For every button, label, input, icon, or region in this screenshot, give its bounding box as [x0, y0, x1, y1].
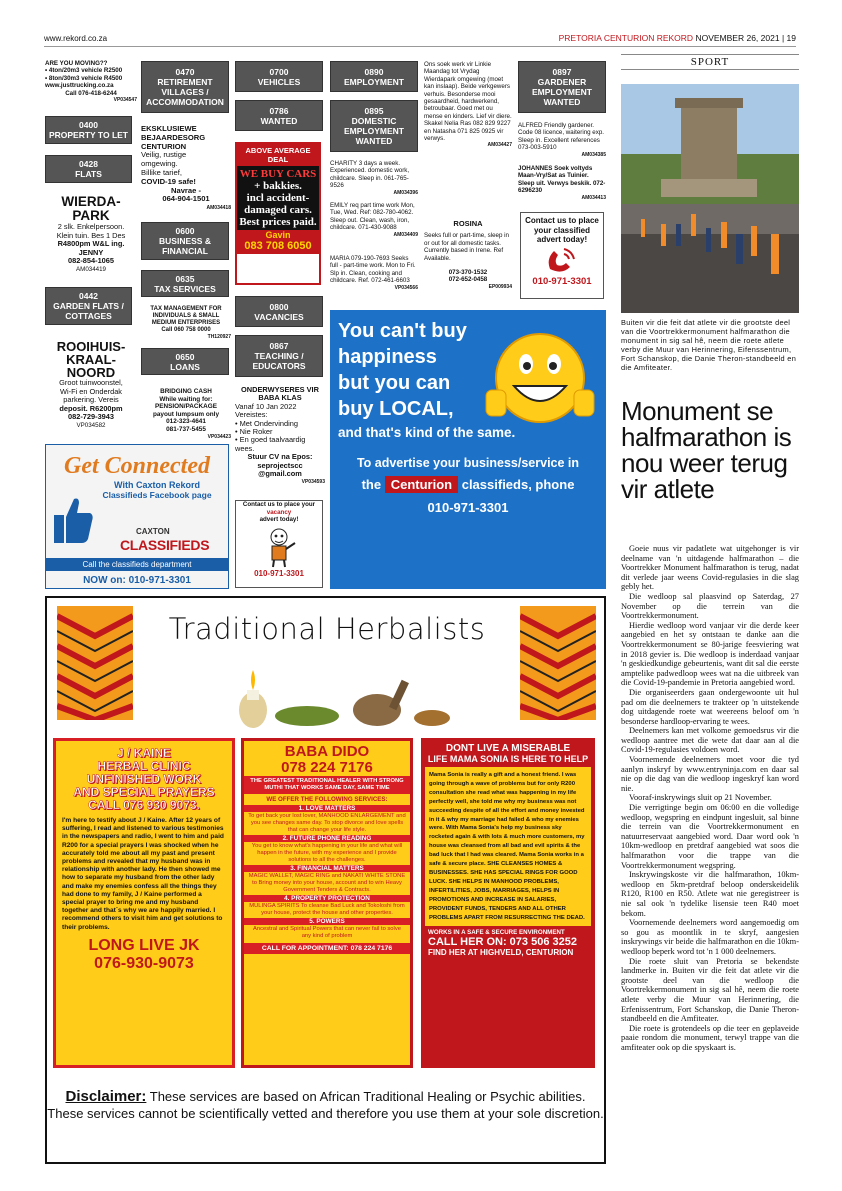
category-code: 0786 — [269, 105, 289, 116]
contact-phone: CALL FOR APPOINTMENT: 078 224 7176 — [244, 943, 410, 954]
moving-line: www.justtrucking.co.za — [45, 82, 114, 90]
ad-line: BRIDGING CASH — [160, 388, 212, 395]
category-label: LOANS — [170, 361, 200, 372]
category-code: 0428 — [79, 159, 98, 169]
ad-line: Best prices paid. — [239, 216, 317, 228]
ad-title: Get Connected — [64, 453, 210, 479]
ad-line: happiness — [338, 346, 437, 368]
category-label: TAX SERVICES — [154, 283, 216, 294]
ad-text: Mama Sonia is really a gift and a honest friend. I was going through a wave of problems but for only R200 consultation she read what was happening in my life perfectly well, she told me why my business was not succeeding despite of all the effort and money invested in it & why my marriage had failed & who my enemies were. With Mama Sonia's help my business sky rocketed again & with lots & much more customers, my house was cleansed from all bad and evil spirits & the bad luck that I had was cleared. Mama Sonia works in a safe & secure place. SHE CLEANSES HOMES & BUSINESSES. SHE HAS SPECIAL RINGS FOR GOOD LUCK. SHE HELPS IN MANHOOD PROBLEMS, INFERTILITIES, JOBS, MARRIAGES, HELPS IN PROMOTIONS AND INCREASE IN SALARIES, PROVIDENT FUNDS, TENDERS AND ALL OTHER PROBLEMS APART FROM RESURRECTING THE DEAD. — [425, 767, 591, 926]
moving-title: ARE YOU MOVING?? — [45, 60, 108, 67]
ad-line: incl accident- — [246, 192, 310, 204]
pattern-right-icon — [520, 606, 596, 720]
ad-ref: VP034547 — [113, 97, 137, 104]
ad-line: With Caxton Rekord — [114, 480, 200, 490]
category-0800[interactable] — [235, 296, 323, 327]
header-separator: | — [781, 33, 785, 43]
article-paragraph: Deelnemers kan met volkome gemoedsrus vir die wedloop aantree met die wete dat daar aan al die Covid-19-regulasies voldoen word. — [621, 726, 799, 755]
category-label: TEACHING / EDUCATORS — [252, 351, 306, 371]
ad-ref: AM034409 — [393, 231, 418, 238]
ad-text: I'm here to testify about J / Kaine. After 12 years of suffering, I read and listened to various testimonies in the newspapers and radio, I went to him and paid R200 for a special prayers I was shocked when he accurately told me about all my past and present problems and revealed that my husband was in relationship with another lady. He then showed me how to separate my husband from the other lady and make my enemies confess all the things they had done to my family, J / Kaine performed a special prayer to bring me and my husband together and that`s why we are happily married. I recommend others to visit him and get solutions to their problems. — [62, 817, 224, 931]
ad-ref: AM034385 — [581, 151, 606, 158]
category-label: GARDEN FLATS / COTTAGES — [53, 301, 124, 321]
publication-name: PRETORIA CENTURION REKORD — [558, 33, 694, 43]
ad-bar: Call the classifieds department — [46, 558, 228, 571]
phone-icon — [542, 245, 582, 275]
category-code: 0442 — [79, 291, 98, 301]
ad-title: DONT LIVE A MISERABLE — [445, 743, 571, 754]
ad-line: Classifieds Facebook page — [102, 490, 212, 500]
category-0428[interactable] — [45, 155, 132, 183]
mama-sonia-ad — [421, 738, 595, 1068]
ad-line: Groot tuinwoonstel, — [59, 378, 123, 387]
ad-title: LIFE MAMA SONIA IS HERE TO HELP — [427, 754, 589, 764]
ad-line: Vereistes: — [235, 410, 268, 420]
page-header — [559, 33, 796, 43]
ad-highlight: Centurion — [385, 476, 458, 493]
ad-text: Ons soek werk vir Linkie Maandag tot Vrydag Wierdapark omgewing (moet kan inslaap). Beide verkgewers verhuis. Besonderse mooi gesaardheid, hardwerkend, betroubaar. Goed met ou mense en kinders. Lief vir diere. Skakel Nelia Ras 082 829 9227 en Natasha 071 825 0925 vir verwys. — [424, 61, 512, 143]
ad-line: • Nie Roker — [235, 427, 273, 437]
ad-phone: Call 060 758 0000 — [161, 327, 211, 333]
ad-line: COVID-19 safe! — [141, 176, 196, 186]
article-headline: Monument se halfmarathon is nou weer terug vir atlete — [621, 396, 792, 504]
johannes-ad — [518, 165, 606, 202]
ad-text: MAGIC WALLET, MAGIC RING and NAKATI WHITE STONE to Bring money into your house, account and to win Heavy Government Tenders & Contracts. — [248, 873, 406, 893]
ad-line: Wi-Fi en Onderdak — [59, 386, 123, 396]
brand-name: CLASSIFIEDS — [120, 537, 210, 553]
ad-line: + bakkies. — [254, 180, 302, 192]
category-0786[interactable] — [235, 100, 323, 131]
ad-title: ONDERWYSERES VIR BABA KLAS — [241, 385, 319, 403]
category-label: WANTED — [260, 115, 298, 126]
ad-ref: VP034593 — [301, 479, 325, 486]
disclaimer-text: These services cannot be scientifically vetted and therefore you use them at your sole discretion. — [47, 1106, 604, 1121]
ad-line: • En goed taalvaardig — [235, 435, 306, 445]
category-code: 0700 — [269, 66, 289, 77]
category-0650[interactable] — [141, 348, 229, 375]
moving-line: • 8ton/30m3 vehicle R4500 — [45, 74, 123, 82]
category-0890[interactable] — [330, 61, 418, 92]
ad-line: Contact us to place — [525, 216, 599, 225]
article-paragraph: Voornemende deelnemers moet voor die tyd aanlyn inskryf by www.entryninja.com en daar sal nie op die dag van die wedloop ingeskryf kan word nie. — [621, 755, 799, 793]
category-label: FLATS — [75, 169, 102, 179]
wierdapark-ad — [45, 195, 137, 273]
category-label: BUSINESS & FINANCIAL — [159, 236, 211, 256]
ad-line: WE BUY CARS — [239, 168, 317, 180]
ad-email: @gmail.com — [258, 469, 302, 479]
article-paragraph: Voornemende deelnemers word aangemoedig om so gou as moontlik in te skryf, aangesien inskrywings vir beide die halfmarathon en die 10km-wedloop beperk word tot 'n 1 000 deelnemers. — [621, 918, 799, 956]
category-0442[interactable] — [45, 287, 132, 325]
article-paragraph: Die verrigtinge begin om 06:00 en die volledige wedloop, wegspring en eindpunt ingesluit, sal binne die terrein van die Voortrekkermonument en natuurreservaat aangebied word. Daar word ook 'n 10km-wedloop en pretdraf aangebied wat soos die halfmarathon voor die trappe van die Voortrekkermonument wegspring. — [621, 803, 799, 870]
ad-title: ROOIHUIS-KRAAL-NOORD — [56, 339, 126, 380]
ad-phone: 082-854-1065 — [67, 256, 115, 266]
ad-line: THE GREATEST TRADITIONAL HEALER WITH STRONG MUTHI THAT WORKS SAME DAY, SAME TIME — [244, 776, 410, 794]
ad-phone: 064-904-1501 — [162, 194, 210, 204]
charity-ad — [330, 160, 418, 197]
ad-title: BABA DIDO — [284, 743, 370, 760]
page-number: 19 — [786, 33, 796, 43]
eksklusiewe-ad — [141, 125, 231, 213]
herbalists-section — [45, 596, 606, 1164]
contact-phone: 010-971-3301 — [254, 569, 304, 579]
contact-phone: CALL HER ON: 073 506 3252 — [428, 936, 577, 949]
classified-contact-ad — [520, 212, 604, 299]
ad-line: Veilig, rustige — [141, 150, 187, 160]
ad-line: Stuur CV na Epos: — [247, 452, 313, 462]
category-label: RETIREMENT VILLAGES / ACCOMMODATION — [146, 77, 224, 107]
ad-banner: ABOVE AVERAGE DEAL — [237, 144, 319, 166]
moving-ad — [45, 60, 137, 104]
ad-text: You get to know what's happening in your life and what will happen in the future, with my experience and I provide solutions to all the challenges. — [251, 843, 403, 863]
ad-phone: 073-370-1532 — [448, 269, 488, 277]
contact-phone: 010-971-3301 — [532, 276, 592, 287]
contact-phone: 010-971-3301 — [427, 500, 509, 515]
brand-name: CAXTON — [136, 527, 170, 536]
ad-line: the — [361, 477, 382, 492]
category-0867[interactable] — [235, 335, 323, 377]
ad-line: and that's kind of the same. — [338, 425, 516, 440]
ad-line: FIND HER AT HIGHVELD, CENTURION — [428, 948, 574, 958]
category-label: VACANCIES — [254, 311, 304, 322]
tax-ad — [141, 306, 231, 341]
ad-ref: TH120927 — [207, 334, 231, 340]
category-code: 0400 — [79, 120, 98, 130]
site-url[interactable]: www.rekord.co.za — [44, 34, 108, 43]
ad-line: but you can — [338, 372, 451, 394]
article-paragraph: Hierdie wedloop word vanjaar vir die derde keer aangebied en het sy ontstaan te danke aan die Voortrekkermonument se 80-jarige feesviering wat in 2018 gevier is. Die wedloop is inderdaad vanjaar 'n geskiedkundige gebeurtenis, want dit sal die eerste amptelike padwedloop wees wat na die uitbreek van die Covid-19-pandemie in Pretoria aangebied word. — [621, 620, 799, 688]
ad-line: CALL 076 930 9073. — [88, 798, 200, 812]
category-code: 0635 — [175, 273, 195, 284]
article-paragraph: Die wedloop sal plaasvind op Saterdag, 27 November op die terrein van die Voortrekkermonument. — [621, 591, 799, 621]
above-average-deal-ad — [235, 142, 321, 285]
thumbs-up-icon — [52, 493, 96, 545]
ad-line: PENSION/PACKAGE — [154, 403, 218, 411]
contact-name: Gavin — [237, 230, 319, 240]
service-heading: 5. POWERS — [244, 918, 410, 925]
ad-phone: 081-737-5455 — [166, 425, 206, 433]
category-label: DOMESTIC EMPLOYMENT WANTED — [344, 116, 404, 146]
ad-line: WE OFFER THE FOLLOWING SERVICES: — [266, 796, 388, 803]
category-label: GARDENER EMPLOYMENT WANTED — [532, 77, 592, 107]
ad-line: Vanaf 10 Jan 2022 — [235, 401, 297, 411]
ad-line: damaged cars. — [244, 204, 312, 216]
ad-text: ALFRED Friendly gardener. Code 08 licence, waitering exp. Sleep in. Excellent references 073-003-5910 — [518, 122, 604, 152]
alfred-ad — [518, 122, 606, 159]
jkaine-ad — [53, 738, 235, 1068]
ad-text: EMILY req part time work Mon, Tue, Wed. Ref: 082-780-4062. Sleep out. Clean, wash, iron, childcare. 071-430-9088 — [330, 202, 415, 232]
maria-ad — [330, 255, 418, 292]
category-code: 0800 — [269, 301, 289, 312]
category-code: 0890 — [364, 66, 384, 77]
buy-local-ad — [330, 310, 606, 589]
category-code: 0897 — [552, 67, 572, 77]
category-0895[interactable] — [330, 100, 418, 152]
section-label: SPORT — [621, 54, 799, 70]
emily-ad — [330, 202, 418, 239]
ad-line: advert today! — [259, 516, 299, 524]
photo-caption: Buiten vir die feit dat atlete vir die grootste deel van die Voortrekkermonument halfmarathon die monument in sig sal hê, neem die roete atlete verby die Muur van Herinnering, Eifenssentrum, Fort Schanskop, die Danie Theron-standbeeld en die Amfiteater. — [621, 318, 797, 372]
ad-text: MULINGA SPIRITS To cleanse Bad Luck and Tokoloshi from your house, protect the house and other properties. — [249, 903, 405, 916]
header-rule — [44, 46, 796, 47]
ad-phone: 072-652-0458 — [448, 276, 488, 284]
herbs-candle-illustration — [197, 650, 457, 732]
jkaine-heading — [56, 747, 232, 812]
ad-phone: 082-729-3943 — [67, 412, 115, 422]
ad-line: Klein tuin. Bes 1 Des — [56, 230, 126, 240]
moving-phone: Call 076-418-6244 — [65, 89, 117, 97]
article-paragraph: Die roete sluit van Pretoria se bekendste landmerke in. Buiten vir die feit dat atlete vir die grootste deel van die wedloop die Voortrekkermonument in sig sal hê, neem die roete atlete verby die Muur van Herinnering, die Erfenissentrum, Fort Schanskop, die Danie Theron-standbeeld en die Amfiteater. — [621, 956, 799, 1024]
ad-line: You can't buy — [338, 320, 467, 342]
category-label: VEHICLES — [257, 76, 301, 87]
service-heading: 3. FINANCIAL MATTERS — [244, 865, 410, 872]
ad-line: your classified — [533, 225, 591, 235]
ad-email: seprojectscc — [257, 460, 303, 470]
ad-line: omgewing. — [141, 159, 178, 169]
ad-text: CHARITY 3 days a week. Experienced. domestic work, childcare. Sleep in. 061-765-9526 — [330, 160, 410, 190]
ad-line: vacancy — [266, 508, 292, 516]
ad-line: INDIVIDUALS & SMALL — [152, 313, 220, 319]
contact-phone: NOW on: 010-971-3301 — [83, 575, 191, 586]
bridging-ad — [141, 388, 231, 441]
moving-line: • 4ton/20m3 vehicle R2500 — [45, 67, 123, 75]
disclaimer — [47, 1088, 604, 1122]
category-0400[interactable] — [45, 116, 132, 144]
category-0897[interactable] — [518, 61, 606, 113]
ad-line: MEDIUM ENTERPRISES — [151, 320, 221, 326]
ad-footer: LONG LIVE JK — [88, 936, 200, 954]
service-heading: 1. LOVE MATTERS — [244, 805, 410, 812]
ad-line: payout lumpsum only — [152, 410, 220, 418]
service-heading: 4. PROPERTY PROTECTION — [244, 895, 410, 902]
ad-line: J / KAINE — [116, 746, 171, 760]
ad-line: While waiting for: — [159, 395, 213, 403]
category-0700[interactable] — [235, 61, 323, 92]
ad-title: EKSKLUSIEWE BEJAARDESORG CENTURION — [141, 124, 206, 151]
ad-line: UNFINISHED WORK — [86, 772, 202, 786]
article-paragraph: Inskrywingskoste vir die halfmarathon, 10km-wedloop en 5km-pretdraf beloop onderskeidelik R120, R100 en R50. Atlete wat nie geregistreer is nie sal ook 'n tydelike lisensie teen R40 moet bekom. — [621, 870, 799, 918]
category-label: PROPERTY TO LET — [48, 130, 129, 140]
ad-line: TAX MANAGEMENT FOR — [150, 306, 222, 312]
pattern-left-icon — [57, 606, 133, 720]
ad-text: MARIA 079-190-7693 Seeks full - part-time work. Mon to Fri. Slp in. Clean, cooking and childcare. Ref. 072-461-6603 — [330, 255, 416, 285]
ad-text: JOHANNES Soek voltyds Maan-Vry/Sat as Tuinier. Sleep uit. Verwys beskik. 072-6296230 — [518, 165, 606, 195]
contact-phone: 083 708 6050 — [237, 240, 319, 254]
category-code: 0470 — [175, 67, 195, 77]
category-0635[interactable] — [141, 270, 229, 297]
ad-ref: AM034413 — [581, 194, 606, 201]
category-0470[interactable] — [141, 61, 229, 113]
ad-line: wees. — [235, 443, 255, 453]
article-paragraph: Vooraf-inskrywings sluit op 21 November. — [629, 793, 772, 803]
ad-line: parkering. Vereis — [63, 395, 119, 405]
ad-ref: AM034427 — [487, 142, 512, 149]
ad-line: AND SPECIAL PRAYERS — [73, 785, 215, 799]
ad-line: JENNY — [78, 247, 104, 257]
ad-text: Seeks full or part-time, sleep in or out for all domestic tasks. Currently based in Irene. Ref Available. — [424, 232, 509, 262]
disclaimer-label: Disclaimer: — [65, 1088, 147, 1105]
article-paragraph: Die organiseerders gaan ondergewoonte uit hul pad om die deelnemers te trakteer op 'n uitstekende dog uitdagende roete wat weereens beloof om 'n besonderse hardloop-ervaring te wees. — [621, 687, 799, 726]
contact-phone: 076-930-9073 — [94, 954, 194, 972]
ad-ref: VP034582 — [76, 421, 106, 429]
ad-line: advert today! — [536, 235, 588, 244]
character-icon — [259, 524, 299, 568]
category-code: 0650 — [175, 351, 195, 362]
ad-ref: VP034566 — [394, 284, 418, 291]
article-paragraph: Goeie nuus vir padatlete wat uitgehonger is vir deelname van 'n uitdagende halfmarathon – die Voortrekker Monument halfmarathon is terug, nadat dit verlede jaar weens Covid-regulasies in die slag gebly het. — [621, 544, 799, 592]
ad-line: buy LOCAL, — [338, 398, 454, 420]
ad-title: ROSINA — [453, 219, 483, 228]
issue-date: NOVEMBER 26, 2021 — [695, 33, 780, 43]
rooihuis-ad — [45, 340, 137, 429]
ad-line: • Met Ondervinding — [235, 418, 298, 428]
race-photo — [621, 84, 799, 313]
onderwysers-ad — [235, 386, 325, 487]
ad-ref: AM034396 — [393, 189, 418, 196]
article-paragraph: Die roete is grotendeels op die teer en geplaveide paaie rondom die monument, terwyl trappe van die amfiteater ook op die spyskaart is. — [621, 1023, 799, 1052]
ad-phone: 012-323-4641 — [166, 418, 206, 426]
ad-line: Contact us to place your — [242, 501, 316, 508]
ad-ref: AM034419 — [76, 265, 106, 273]
smiley-thumbs-up-icon — [480, 320, 598, 438]
category-code: 0867 — [269, 341, 289, 351]
category-code: 0600 — [175, 226, 195, 236]
ad-text: To get back your lost lover, MANHOOD ENLARGEMENT and you see changes same day. To stop divorce and love spells that can change your life style. — [248, 813, 406, 833]
ad-line: classifieds, phone — [461, 477, 575, 492]
linkie-ad — [424, 61, 512, 150]
ad-ref: EP009934 — [488, 283, 512, 290]
article-body — [621, 544, 799, 1052]
ad-line: Navrae - — [171, 185, 201, 195]
service-heading: 2. FUTURE PHONE READING — [244, 835, 410, 842]
ad-line: To advertise your business/service in — [356, 456, 580, 470]
disclaimer-text: These services are based on African Traditional Healing or Psychic abilities. — [149, 1089, 586, 1104]
ad-text: Ancestral and Spiritual Powers that can never fail to solve any kind of problem — [253, 926, 401, 939]
ad-line: WORKS IN A SAFE & SECURE ENVIRONMENT — [428, 929, 565, 937]
ad-line: R4800pm W&L ing. — [57, 239, 125, 249]
section-title: Traditional Herbalists — [168, 612, 486, 646]
vacancy-contact-ad — [235, 500, 323, 588]
contact-phone: 078 224 7176 — [281, 759, 373, 776]
ad-title: WIERDA-PARK — [61, 194, 121, 223]
ad-line: Billike tarief, — [141, 167, 182, 177]
category-code: 0895 — [364, 106, 384, 116]
ad-ref: VP034423 — [207, 433, 231, 440]
rosina-ad — [424, 220, 512, 291]
category-0600[interactable] — [141, 222, 229, 260]
monument-photo-icon — [621, 84, 799, 313]
ad-line: deposit. R6200pm — [59, 403, 123, 413]
ad-line: 2 slk. Enkelpersoon. — [57, 222, 125, 231]
category-label: EMPLOYMENT — [344, 76, 404, 87]
baba-dido-ad — [241, 738, 413, 1068]
get-connected-ad — [45, 444, 229, 589]
ad-ref: AM034418 — [206, 205, 231, 212]
ad-line: HERBAL CLINIC — [97, 759, 191, 773]
